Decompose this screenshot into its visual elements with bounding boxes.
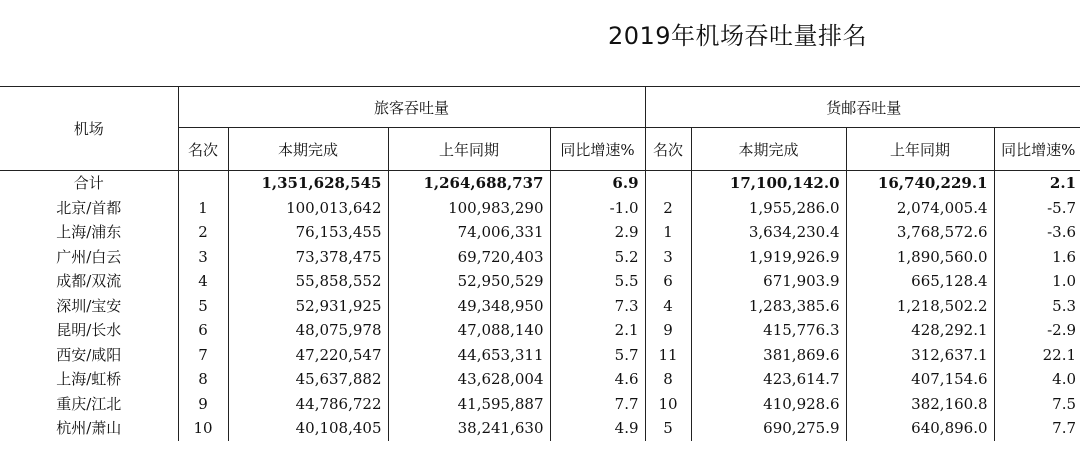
cell-passenger-current: 45,637,882 — [228, 367, 388, 392]
cell-cargo-growth: 7.7 — [1052, 419, 1077, 438]
cell-passenger-growth: 4.6 — [550, 367, 645, 392]
table-row — [0, 318, 1080, 343]
cell-airport: 西安/咸阳 — [0, 343, 178, 368]
cell-cargo-previous: 3,768,572.6 — [846, 220, 994, 245]
cell-passenger-growth: -1.0 — [550, 196, 645, 221]
cell-cargo-rank: 1 — [645, 220, 691, 245]
cell-airport: 昆明/长水 — [0, 318, 178, 343]
cell-passenger-current: 48,075,978 — [228, 318, 388, 343]
cell-passenger-rank: 2 — [178, 220, 228, 245]
cell-cargo-rank: 10 — [645, 392, 691, 417]
cell-cargo-growth: 1.6 — [1052, 247, 1077, 266]
header-passenger-current: 本期完成 — [228, 128, 388, 171]
cell-passenger-previous: 41,595,887 — [388, 392, 550, 417]
header-passenger-previous: 上年同期 — [388, 128, 550, 171]
cell-cargo-rank: 11 — [645, 343, 691, 368]
cell-passenger-previous: 43,628,004 — [388, 367, 550, 392]
cell-cargo-previous: 640,896.0 — [846, 416, 994, 441]
cell-passenger-rank: 7 — [178, 343, 228, 368]
cell-cargo-growth: -3.6 — [1047, 223, 1077, 242]
cell-passenger-growth: 7.7 — [550, 392, 645, 417]
cell-passenger-rank: 9 — [178, 392, 228, 417]
cell-passenger-rank: 10 — [178, 416, 228, 441]
cell-cargo-rank: 3 — [645, 245, 691, 270]
cell-passenger-current: 55,858,552 — [228, 269, 388, 294]
cell-cargo-rank: 9 — [645, 318, 691, 343]
cell-airport: 重庆/江北 — [0, 392, 178, 417]
header-cargo-growth: 同比增速% — [994, 128, 1080, 171]
cell-airport: 上海/浦东 — [0, 220, 178, 245]
cell-cargo-rank: 8 — [645, 367, 691, 392]
cell-cargo-previous: 312,637.1 — [846, 343, 994, 368]
header-passenger-rank: 名次 — [178, 128, 228, 171]
cell-passenger-rank — [178, 171, 228, 196]
cell-cargo-current: 415,776.3 — [691, 318, 846, 343]
cell-cargo-previous: 16,740,229.1 — [846, 171, 994, 196]
cell-cargo-current: 671,903.9 — [691, 269, 846, 294]
cell-cargo-growth: 4.0 — [1052, 370, 1077, 389]
cell-cargo-rank: 5 — [645, 416, 691, 441]
cell-passenger-current: 73,378,475 — [228, 245, 388, 270]
table-row-total — [0, 171, 1080, 196]
cell-passenger-growth: 4.9 — [550, 416, 645, 441]
table-row — [0, 392, 1080, 417]
table-row — [0, 245, 1080, 270]
cell-cargo-previous: 1,218,502.2 — [846, 294, 994, 319]
cell-cargo-rank: 6 — [645, 269, 691, 294]
cell-passenger-current: 52,931,925 — [228, 294, 388, 319]
cell-passenger-previous: 52,950,529 — [388, 269, 550, 294]
cell-cargo-current: 423,614.7 — [691, 367, 846, 392]
header-cargo-rank: 名次 — [645, 128, 691, 171]
cell-cargo-current: 381,869.6 — [691, 343, 846, 368]
cell-passenger-growth: 2.9 — [550, 220, 645, 245]
header-passenger-growth: 同比增速% — [550, 128, 645, 171]
cell-cargo-growth: 1.0 — [1052, 272, 1077, 291]
cell-cargo-growth: 7.5 — [1052, 394, 1077, 413]
table-row — [0, 269, 1080, 294]
table-body — [0, 171, 1080, 441]
header-passenger-group: 旅客吞吐量 — [178, 87, 645, 128]
cell-cargo-current: 1,283,385.6 — [691, 294, 846, 319]
table-row — [0, 416, 1080, 441]
cell-passenger-current: 44,786,722 — [228, 392, 388, 417]
cell-passenger-previous: 49,348,950 — [388, 294, 550, 319]
cell-passenger-rank: 8 — [178, 367, 228, 392]
cell-cargo-growth: 2.1 — [1049, 174, 1077, 193]
cell-passenger-previous: 100,983,290 — [388, 196, 550, 221]
cell-cargo-current: 1,919,926.9 — [691, 245, 846, 270]
header-airport: 机场 — [0, 87, 178, 171]
header-cargo-group: 货邮吞吐量 — [645, 87, 1080, 128]
cell-cargo-current: 1,955,286.0 — [691, 196, 846, 221]
cell-passenger-growth: 2.1 — [550, 318, 645, 343]
table-row — [0, 196, 1080, 221]
airport-throughput-table — [0, 86, 1080, 441]
header-cargo-current: 本期完成 — [691, 128, 846, 171]
cell-passenger-rank: 4 — [178, 269, 228, 294]
cell-cargo-current: 3,634,230.4 — [691, 220, 846, 245]
cell-passenger-current: 100,013,642 — [228, 196, 388, 221]
cell-passenger-previous: 1,264,688,737 — [388, 171, 550, 196]
cell-cargo-growth: 5.3 — [1052, 296, 1077, 315]
table-row — [0, 294, 1080, 319]
page-title: 2019年机场吞吐量排名 — [607, 22, 868, 50]
cell-passenger-rank: 1 — [178, 196, 228, 221]
cell-cargo-previous: 428,292.1 — [846, 318, 994, 343]
cell-passenger-growth: 5.2 — [550, 245, 645, 270]
cell-passenger-rank: 5 — [178, 294, 228, 319]
cell-airport: 广州/白云 — [0, 245, 178, 270]
cell-cargo-previous: 2,074,005.4 — [846, 196, 994, 221]
table-row — [0, 343, 1080, 368]
cell-cargo-rank — [645, 171, 691, 196]
cell-airport: 杭州/萧山 — [0, 416, 178, 441]
cell-passenger-previous: 69,720,403 — [388, 245, 550, 270]
cell-passenger-current: 1,351,628,545 — [228, 171, 388, 196]
cell-airport: 深圳/宝安 — [0, 294, 178, 319]
cell-airport: 合计 — [0, 171, 178, 196]
cell-passenger-current: 47,220,547 — [228, 343, 388, 368]
cell-passenger-growth: 5.7 — [550, 343, 645, 368]
cell-cargo-current: 410,928.6 — [691, 392, 846, 417]
cell-cargo-previous: 665,128.4 — [846, 269, 994, 294]
cell-passenger-growth: 5.5 — [550, 269, 645, 294]
header-cargo-previous: 上年同期 — [846, 128, 994, 171]
cell-airport: 成都/双流 — [0, 269, 178, 294]
cell-airport: 北京/首都 — [0, 196, 178, 221]
cell-passenger-previous: 74,006,331 — [388, 220, 550, 245]
cell-cargo-previous: 1,890,560.0 — [846, 245, 994, 270]
cell-cargo-growth: -2.9 — [1047, 321, 1077, 340]
cell-cargo-current: 17,100,142.0 — [691, 171, 846, 196]
cell-airport: 上海/虹桥 — [0, 367, 178, 392]
cell-passenger-growth: 7.3 — [550, 294, 645, 319]
cell-passenger-rank: 6 — [178, 318, 228, 343]
cell-passenger-current: 40,108,405 — [228, 416, 388, 441]
cell-passenger-previous: 47,088,140 — [388, 318, 550, 343]
cell-cargo-previous: 407,154.6 — [846, 367, 994, 392]
cell-passenger-current: 76,153,455 — [228, 220, 388, 245]
cell-passenger-previous: 44,653,311 — [388, 343, 550, 368]
cell-cargo-rank: 4 — [645, 294, 691, 319]
cell-cargo-current: 690,275.9 — [691, 416, 846, 441]
cell-cargo-previous: 382,160.8 — [846, 392, 994, 417]
table-row — [0, 220, 1080, 245]
cell-passenger-previous: 38,241,630 — [388, 416, 550, 441]
cell-cargo-growth: 22.1 — [1042, 345, 1077, 364]
cell-passenger-growth: 6.9 — [550, 171, 645, 196]
cell-cargo-rank: 2 — [645, 196, 691, 221]
table-row — [0, 367, 1080, 392]
cell-passenger-rank: 3 — [178, 245, 228, 270]
cell-cargo-growth: -5.7 — [1047, 198, 1077, 217]
